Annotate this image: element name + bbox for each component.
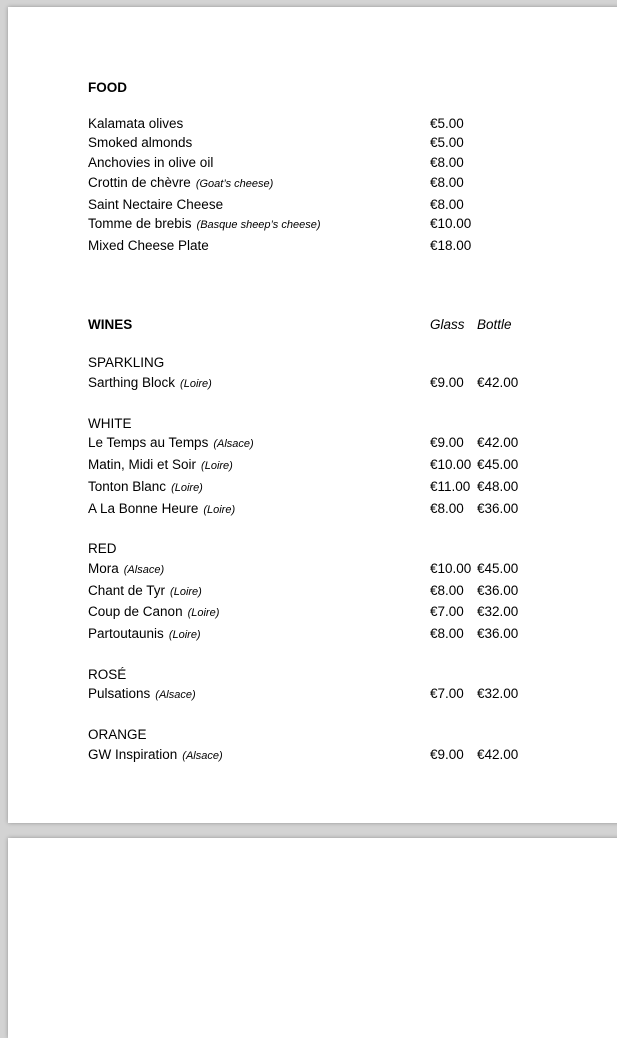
food-item [88, 195, 617, 215]
wine-name: Mora [88, 560, 119, 576]
wine-region-note: (Alsace) [213, 438, 254, 451]
wine-group-label: SPARKLING [88, 355, 165, 371]
wine-region-note: (Alsace) [155, 689, 196, 702]
wine-group-white [88, 414, 617, 521]
wine-group-label-row [88, 414, 617, 434]
wine-glass-price: €9.00 [430, 746, 464, 762]
wine-region-note: (Loire) [187, 607, 220, 620]
wine-name: Sarthing Block [88, 375, 176, 391]
item-price: €5.00 [430, 115, 464, 131]
wine-name: A La Bonne Heure [88, 500, 199, 516]
wine-item [88, 499, 617, 521]
wine-group-rose [88, 665, 617, 706]
wine-item [88, 477, 617, 499]
food-item [88, 214, 617, 236]
wine-item [88, 745, 617, 767]
wine-region-note: (Loire) [171, 481, 203, 494]
wine-name: Matin, Midi et Soir [88, 457, 197, 473]
wine-group-label-row [88, 353, 617, 373]
food-item [88, 153, 617, 173]
bottle-column-header: Bottle [477, 316, 512, 332]
item-price: €10.00 [430, 216, 472, 232]
wine-bottle-price: €42.00 [477, 746, 519, 762]
food-list [88, 114, 617, 256]
wine-glass-price: €8.00 [430, 500, 464, 516]
wine-region-note: (Loire) [201, 460, 233, 473]
item-price: €18.00 [430, 237, 472, 253]
item-price: €8.00 [430, 196, 464, 212]
wine-name: Pulsations [88, 686, 151, 702]
wine-name: Le Temps au Temps [88, 435, 209, 451]
item-note: (Goat’s cheese) [195, 177, 274, 190]
wine-group-label-row [88, 665, 617, 685]
wine-item [88, 624, 617, 646]
item-name: Kalamata olives [88, 115, 184, 131]
wines-title: WINES [88, 316, 133, 332]
wine-group-orange [88, 725, 617, 766]
wine-glass-price: €8.00 [430, 626, 464, 642]
item-name: Tomme de brebis [88, 216, 192, 232]
food-section-header [88, 78, 617, 98]
wine-region-note: (Alsace) [123, 563, 165, 576]
item-price: €8.00 [430, 174, 464, 190]
food-item [88, 133, 617, 153]
wine-bottle-price: €45.00 [477, 560, 519, 576]
food-item [88, 114, 617, 134]
wines-section-header [88, 315, 617, 335]
wine-glass-price: €9.00 [430, 375, 464, 391]
wine-glass-price: €7.00 [430, 604, 464, 620]
item-name: Saint Nectaire Cheese [88, 196, 224, 212]
wine-name: Tonton Blanc [88, 478, 167, 494]
wine-name: Coup de Canon [88, 604, 183, 620]
wine-bottle-price: €36.00 [477, 626, 519, 642]
wine-group-sparkling [88, 353, 617, 394]
item-name: Crottin de chèvre [88, 174, 191, 190]
wine-name: Chant de Tyr [88, 582, 166, 598]
wine-glass-price: €10.00 [430, 560, 472, 576]
wine-region-note: (Loire) [168, 629, 201, 642]
wine-bottle-price: €32.00 [477, 686, 519, 702]
wine-item [88, 455, 617, 477]
wine-bottle-price: €36.00 [477, 582, 519, 598]
wine-group-label: ORANGE [88, 727, 147, 743]
wine-bottle-price: €36.00 [477, 500, 519, 516]
wine-item [88, 433, 617, 455]
wine-group-label-row [88, 539, 617, 559]
food-item [88, 236, 617, 256]
wine-glass-price: €10.00 [430, 457, 472, 473]
wine-region-note: (Loire) [203, 503, 236, 516]
wine-item [88, 559, 617, 581]
item-price: €5.00 [430, 135, 464, 151]
wine-item [88, 581, 617, 603]
wine-name: Partoutaunis [88, 626, 164, 642]
menu-page-2 [8, 838, 617, 1038]
glass-column-header: Glass [430, 316, 465, 332]
menu-page-1 [8, 7, 617, 823]
wine-bottle-price: €42.00 [477, 435, 519, 451]
wine-group-label: ROSÉ [88, 666, 127, 682]
menu-content [8, 7, 617, 767]
wine-glass-price: €7.00 [430, 686, 464, 702]
wine-glass-price: €9.00 [430, 435, 464, 451]
wine-glass-price: €8.00 [430, 582, 464, 598]
wine-region-note: (Loire) [170, 585, 202, 598]
wine-group-label-row [88, 725, 617, 745]
wine-region-note: (Alsace) [182, 749, 223, 762]
wine-group-red [88, 539, 617, 646]
wine-bottle-price: €45.00 [477, 457, 519, 473]
wine-name: GW Inspiration [88, 746, 178, 762]
item-name: Anchovies in olive oil [88, 155, 214, 171]
item-price: €8.00 [430, 155, 464, 171]
wine-group-label: WHITE [88, 415, 132, 431]
food-title: FOOD [88, 80, 127, 95]
wine-item [88, 602, 617, 624]
wine-bottle-price: €42.00 [477, 375, 519, 391]
item-name: Smoked almonds [88, 135, 193, 151]
item-name: Mixed Cheese Plate [88, 237, 209, 253]
wine-group-label: RED [88, 541, 117, 557]
item-note: (Basque sheep’s cheese) [196, 219, 321, 232]
wine-item [88, 684, 617, 706]
wine-bottle-price: €48.00 [477, 478, 519, 494]
wine-glass-price: €11.00 [430, 478, 471, 494]
wine-item [88, 373, 617, 395]
wine-region-note: (Loire) [180, 378, 212, 391]
food-item [88, 173, 617, 195]
wine-bottle-price: €32.00 [477, 604, 519, 620]
